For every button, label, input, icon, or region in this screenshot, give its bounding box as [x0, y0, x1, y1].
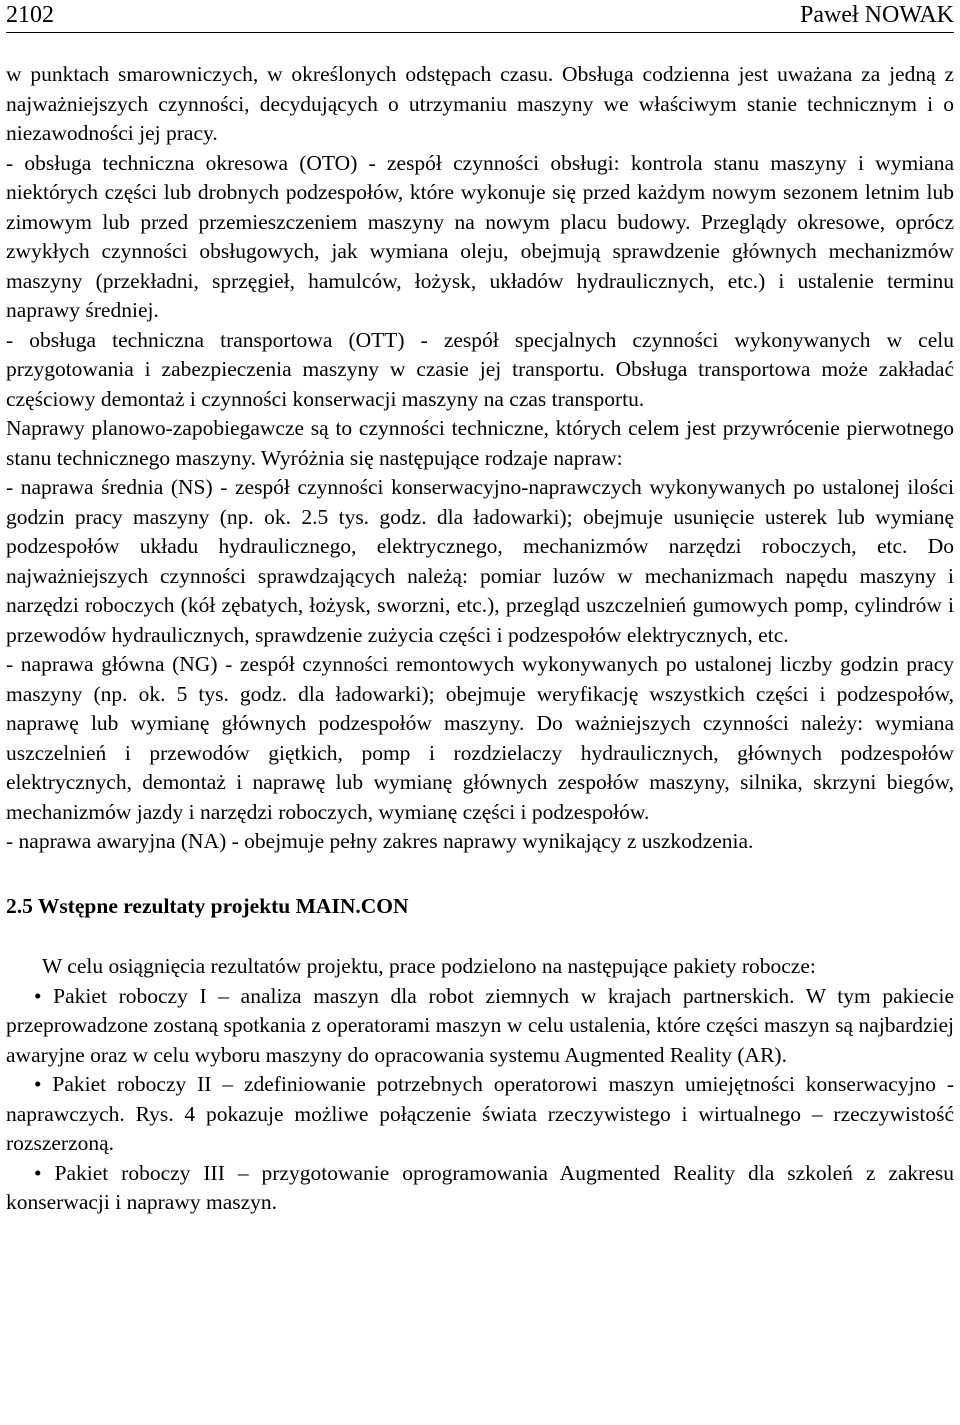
page-number: 2102: [6, 2, 54, 28]
paragraph: - naprawa awaryjna (NA) - obejmuje pełny zakres naprawy wynikający z uszkodzenia.: [6, 829, 754, 853]
section-heading: 2.5 Wstępne rezultaty projektu MAIN.CON: [6, 893, 409, 918]
paragraph: - obsługa techniczna transportowa (OTT) - zespół specjalnych czynności wykonywanych w celu przygotowania i zabezpieczenia maszyny w czasie jej transportu. Obsługa transportowa może zakładać częściowy demontaż i czynności konserwacji maszyny na czas transportu.: [6, 327, 954, 411]
paragraph: Naprawy planowo-zapobiegawcze są to czynności techniczne, których celem jest przywrócenie pierwotnego stanu technicznego maszyny. Wyróżnia się następujące rodzaje napraw:: [6, 416, 954, 470]
bullet-item: • Pakiet roboczy I – analiza maszyn dla robot ziemnych w krajach partnerskich. W tym pakiecie przeprowadzone zostaną spotkania z operatorami maszyn w celu ustalenia, które części maszyn są najbardziej awaryjne oraz w celu wyboru maszyny do opracowania systemu Augmented Reality (AR).: [6, 983, 954, 1067]
page-header: [6, 0, 954, 33]
paragraph: - obsługa techniczna okresowa (OTO) - zespół czynności obsługi: kontrola stanu maszyny i wymiana niektórych części lub drobnych podzespołów, które wykonuje się przed każdym nowym sezonem letnim lub zimowym lub przed przemieszczeniem maszyny na nowym placu budowy. Przeglądy okresowe, oprócz zwykłych czynności obsługowych, jak wymiana oleju, obejmują sprawdzenie głównych mechanizmów maszyny (przekładni, sprzęgieł, hamulców, łożysk, układów hydraulicznych, etc.) i ustalenie terminu naprawy średniej.: [6, 150, 954, 322]
page-body: [6, 60, 954, 1218]
paragraph: - naprawa główna (NG) - zespół czynności remontowych wykonywanych po ustalonej liczby godzin pracy maszyny (np. ok. 5 tys. godz. dla ładowarki); obejmuje weryfikację wszystkich części i podzespołów, naprawę lub wymianę głównych podzespołów maszyny. Do ważniejszych czynności należy: wymiana uszczelnień i przewodów giętkich, pomp i rozdzielaczy hydraulicznych, głównych podzespołów elektrycznych, demontaż i naprawę lub wymianę głównych zespołów maszyny, silnika, skrzyni biegów, mechanizmów jazdy i narzędzi roboczych, wymianę części i podzespołów.: [6, 652, 954, 824]
author-name: Paweł NOWAK: [800, 2, 954, 28]
bullet-item: • Pakiet roboczy III – przygotowanie oprogramowania Augmented Reality dla szkoleń z zakresu konserwacji i naprawy maszyn.: [6, 1160, 954, 1214]
section-intro: W celu osiągnięcia rezultatów projektu, prace podzielono na następujące pakiety robocze:: [42, 954, 816, 978]
paragraph: - naprawa średnia (NS) - zespół czynności konserwacyjno-naprawczych wykonywanych po ustalonej ilości godzin pracy maszyny (np. ok. 2.5 tys. godz. dla ładowarki); obejmuje usunięcie usterek lub wymianę podzespołów układu hydraulicznego, elektrycznego, mechanizmów narzędzi roboczych, etc. Do najważniejszych czynności sprawdzających należą: pomiar luzów w mechanizmach napędu maszyny i narzędzi roboczych (kół zębatych, łożysk, sworzni, etc.), przegląd uszczelnień gumowych pomp, cylindrów i przewodów hydraulicznych, sprawdzenie zużycia części i podzespołów elektrycznych, etc.: [6, 475, 954, 647]
bullet-item: • Pakiet roboczy II – zdefiniowanie potrzebnych operatorowi maszyn umiejętności konserwacyjno - naprawczych. Rys. 4 pokazuje możliwe połączenie świata rzeczywistego i wirtualnego – rzeczywistość rozszerzoną.: [6, 1072, 954, 1155]
paragraph: w punktach smarowniczych, w określonych odstępach czasu. Obsługa codzienna jest uważana za jedną z najważniejszych czynności, decydujących o utrzymaniu maszyny we właściwym stanie technicznym i o niezawodności jej pracy.: [6, 62, 954, 145]
